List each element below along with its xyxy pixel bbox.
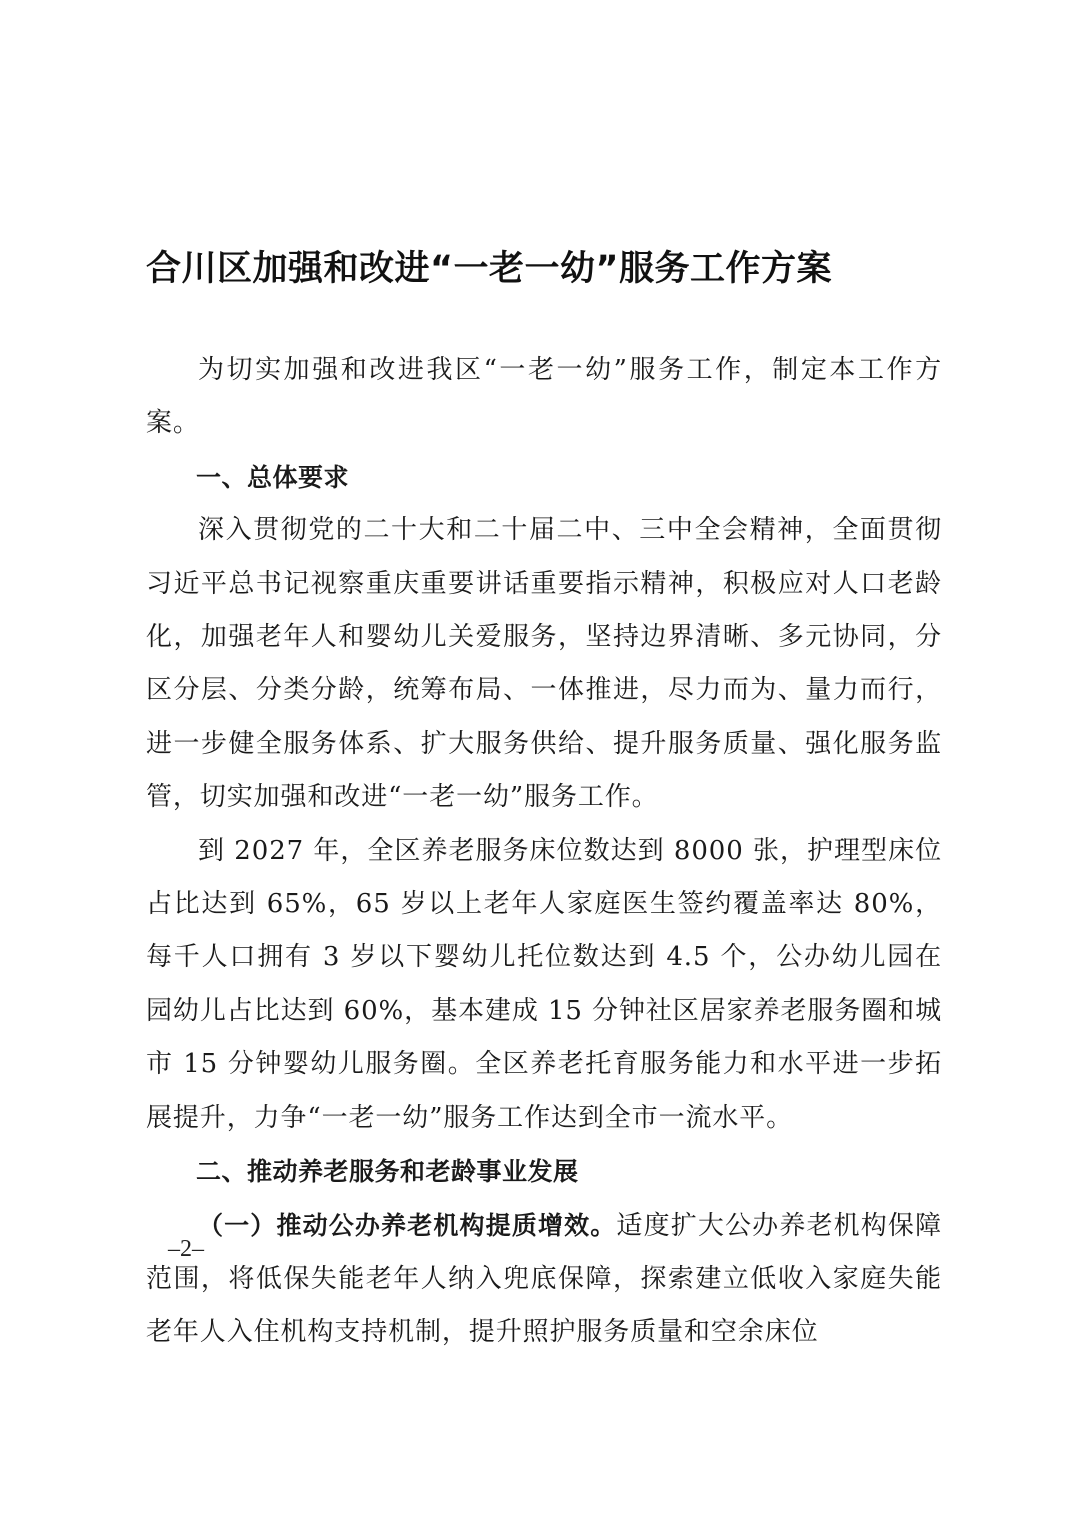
item-lead-heading: （一）推动公办养老机构提质增效。 [198,1210,617,1240]
section-heading-elderly-services: 二、推动养老服务和老龄事业发展 [196,1157,579,1187]
general-requirements-paragraph: 深入贯彻党的二十大和二十届二中、三中全会精神，全面贯彻习近平总书记视察重庆重要讲话重要指示精神，积极应对人口老龄化，加强老年人和婴幼儿关爱服务，坚持边界清晰、多元协同，分区分层、分类分龄，统筹布局、一体推进，尽力而为、量力而行，进一步健全服务体系、扩大服务供给、提升服务质量、强化服务监管，切实加强和改进“一老一幼”服务工作。 [146,515,942,813]
section-heading-general-requirements: 一、总体要求 [196,462,350,492]
document-body [146,344,942,1360]
page-number: –2– [168,1236,204,1262]
targets-paragraph: 到 2027 年，全区养老服务床位数达到 8000 张，护理型床位占比达到 65%，65 岁以上老年人家庭医生签约覆盖率达 80%，每千人口拥有 3 岁以下婴幼儿托位数达到 4.5 个，公办幼儿园在园幼儿占比达到 60%，基本建成 15 分钟社区居家养老服务圈和城市 15 分钟婴幼儿服务圈。全区养老托育服务能力和水平进一步拓展提升，力争“一老一幼”服务工作达到全市一流水平。 [146,835,942,1133]
intro-paragraph: 为切实加强和改进我区“一老一幼”服务工作，制定本工作方案。 [146,355,942,439]
document-title: 合川区加强和改进“一老一幼”服务工作方案 [146,249,833,289]
item-body-text: 适度扩大公办养老机构保障范围，将低保失能老年人纳入兜底保障，探索建立低收入家庭失能老年人入住机构支持机制，提升照护服务质量和空余床位 [146,1210,942,1348]
public-elderly-institutions-paragraph [146,1199,942,1360]
